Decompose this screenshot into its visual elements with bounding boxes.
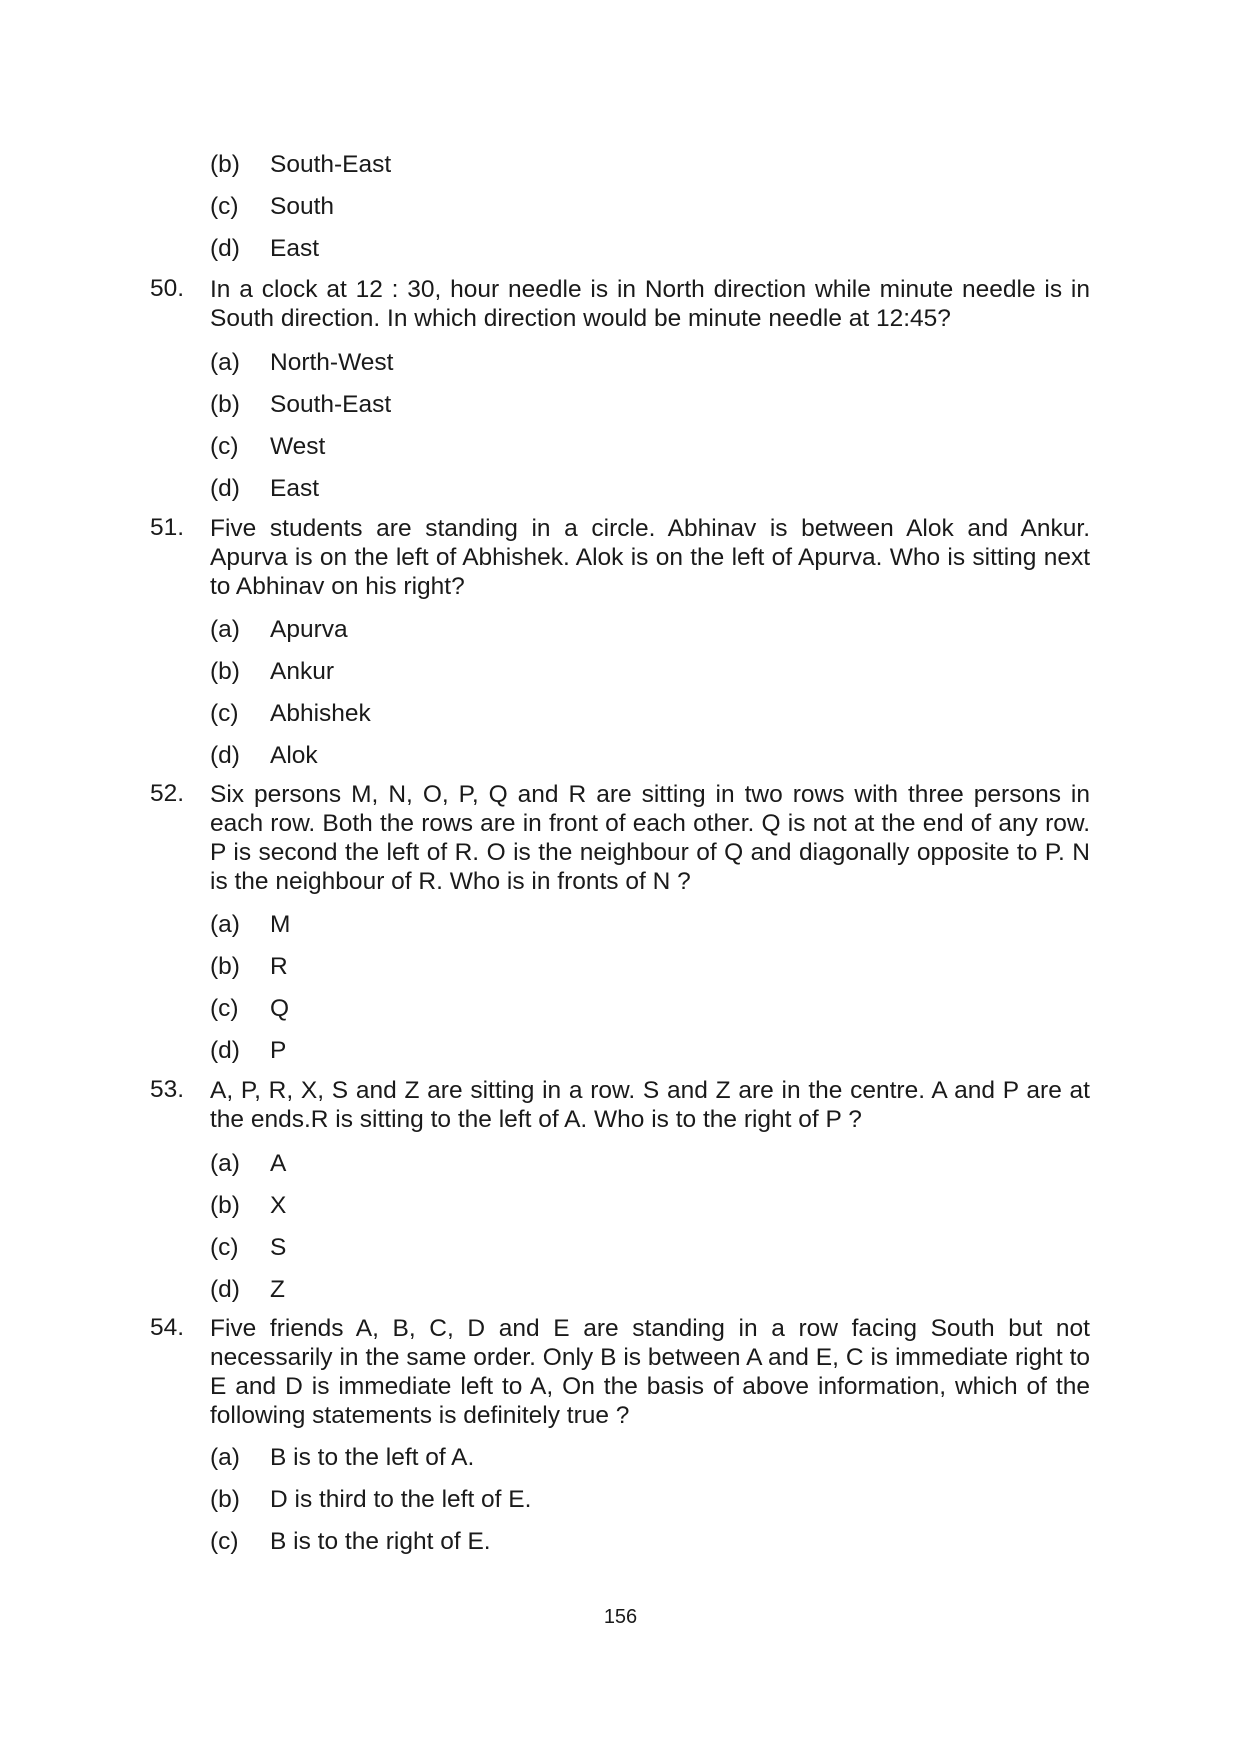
continued-options [0,151,1241,277]
option-text: Q [270,995,290,1022]
option-text: X [270,1192,287,1219]
option [0,235,1241,277]
option-text: Abhishek [270,700,371,727]
option-label: (b) [210,391,240,418]
option-label: (a) [210,1150,240,1177]
question-number: 51. [150,514,185,541]
option-text: B is to the left of A. [270,1444,475,1471]
question-number: 52. [150,780,185,807]
option-label: (b) [210,1486,240,1513]
option [0,616,1241,658]
option-label: (b) [210,658,240,685]
option-label: (b) [210,151,240,178]
question-52-options [0,911,1241,1079]
question-53-options [0,1150,1241,1318]
option [0,700,1241,742]
question-50-options [0,349,1241,517]
option-text: B is to the right of E. [270,1528,491,1555]
option-label: (d) [210,1276,240,1303]
question-text: Five friends A, B, C, D and E are standing in a row facing South but not necessarily in the same order. Only B is between A and E, C is immediate right to E and D is immediate left to A, On the basis of above information, which of the following statements is definitely true ? [210,1315,1090,1429]
option-text: North-West [270,349,394,376]
question-number: 53. [150,1076,185,1103]
option [0,1486,1241,1528]
option-label: (d) [210,1037,240,1064]
option [0,1444,1241,1486]
option-text: South-East [270,391,392,418]
option-label: (a) [210,349,240,376]
option-label: (a) [210,911,240,938]
option-text: M [270,911,291,938]
option-text: East [270,235,320,262]
option-label: (c) [210,1234,239,1261]
option-text: South [270,193,335,220]
option [0,1150,1241,1192]
option-text: D is third to the left of E. [270,1486,532,1513]
question-text: Six persons M, N, O, P, Q and R are sitting in two rows with three persons in each row. Both the rows are in front of each other. Q is not at the end of any row. P is second the left of R. O is the neighbour of Q and diagonally opposite to P. N is the neighbour of R. Who is in fronts of N ? [210,781,1090,895]
option [0,1276,1241,1318]
option-text: Apurva [270,616,348,643]
option [0,349,1241,391]
option-text: R [270,953,288,980]
option-label: (a) [210,1444,240,1471]
question-text: A, P, R, X, S and Z are sitting in a row. S and Z are in the centre. A and P are at the ends.R is sitting to the left of A. Who is to the right of P ? [210,1077,1090,1133]
option-text: Alok [270,742,318,769]
option-text: East [270,475,320,502]
option-label: (d) [210,235,240,262]
question-number: 50. [150,275,185,302]
option-text: West [270,433,326,460]
option-text: P [270,1037,287,1064]
option [0,1528,1241,1570]
option [0,1192,1241,1234]
option [0,433,1241,475]
option-label: (b) [210,953,240,980]
question-text: Five students are standing in a circle. Abhinav is between Alok and Ankur. Apurva is on the left of Abhishek. Alok is on the left of Apurva. Who is sitting next to Abhinav on his right? [210,515,1090,600]
option [0,391,1241,433]
option-text: Z [270,1276,285,1303]
option-text: A [270,1150,287,1177]
option-label: (d) [210,475,240,502]
question-51-options [0,616,1241,784]
option [0,742,1241,784]
option-label: (d) [210,742,240,769]
option-label: (c) [210,995,239,1022]
option [0,995,1241,1037]
option-text: South-East [270,151,392,178]
option-label: (c) [210,1528,239,1555]
question-54-options [0,1444,1241,1570]
question-text: In a clock at 12 : 30, hour needle is in North direction while minute needle is in South direction. In which direction would be minute needle at 12:45? [210,276,1090,332]
option [0,193,1241,235]
option-text: Ankur [270,658,335,685]
option-label: (c) [210,193,239,220]
option [0,151,1241,193]
option [0,658,1241,700]
page-number: 156 [603,1606,638,1628]
option-text: S [270,1234,287,1261]
option [0,911,1241,953]
option [0,953,1241,995]
option-label: (c) [210,433,239,460]
question-number: 54. [150,1314,185,1341]
option [0,1234,1241,1276]
option-label: (b) [210,1192,240,1219]
option [0,475,1241,517]
option [0,1037,1241,1079]
option-label: (a) [210,616,240,643]
option-label: (c) [210,700,239,727]
